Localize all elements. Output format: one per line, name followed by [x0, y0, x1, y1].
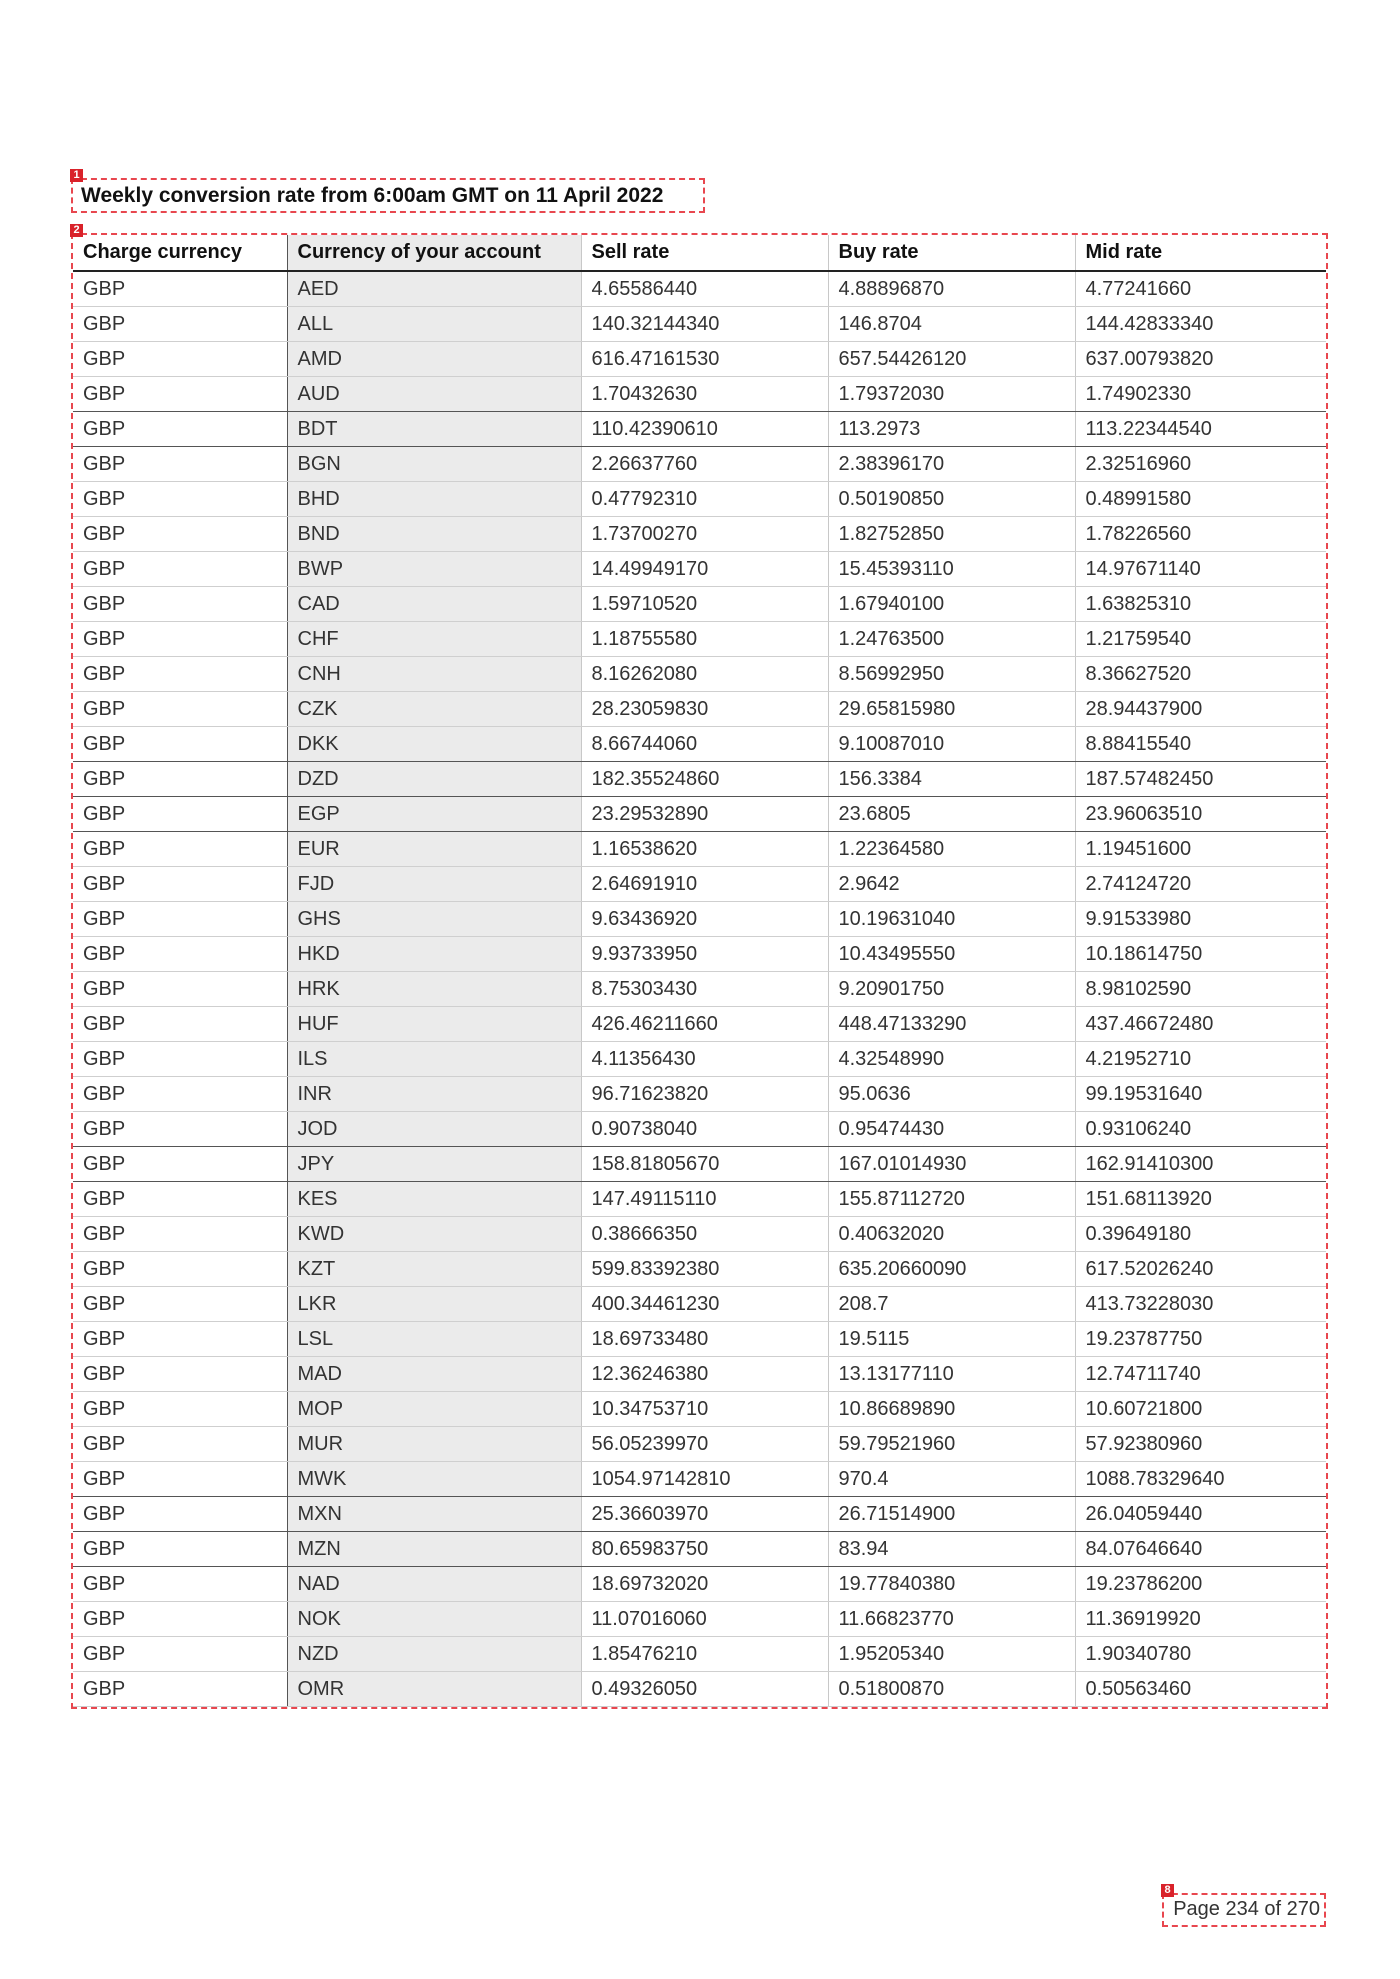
sell-rate-cell: 147.49115110 — [581, 1182, 828, 1217]
buy-rate-cell: 26.71514900 — [828, 1497, 1075, 1532]
buy-rate-cell: 156.3384 — [828, 762, 1075, 797]
sell-rate-cell: 1.73700270 — [581, 517, 828, 552]
mid-rate-cell: 1.74902330 — [1075, 377, 1326, 412]
mid-rate-cell: 144.42833340 — [1075, 307, 1326, 342]
mid-rate-cell: 9.91533980 — [1075, 902, 1326, 937]
sell-rate-cell: 14.49949170 — [581, 552, 828, 587]
buy-rate-cell: 10.86689890 — [828, 1392, 1075, 1427]
rates-table-region — [73, 224, 1326, 1707]
account-currency-cell: HRK — [287, 972, 581, 1007]
account-currency-cell: JPY — [287, 1147, 581, 1182]
buy-rate-cell: 4.88896870 — [828, 271, 1075, 307]
charge-currency-cell: GBP — [73, 622, 287, 657]
charge-currency-cell: GBP — [73, 271, 287, 307]
buy-rate-cell: 10.43495550 — [828, 937, 1075, 972]
sell-rate-cell: 0.90738040 — [581, 1112, 828, 1147]
mid-rate-cell: 12.74711740 — [1075, 1357, 1326, 1392]
account-currency-cell: NOK — [287, 1602, 581, 1637]
mid-rate-cell: 2.32516960 — [1075, 447, 1326, 482]
charge-currency-cell: GBP — [73, 1182, 287, 1217]
buy-rate-cell: 1.67940100 — [828, 587, 1075, 622]
charge-currency-cell: GBP — [73, 972, 287, 1007]
sell-rate-cell: 9.93733950 — [581, 937, 828, 972]
header-sell-rate: Sell rate — [581, 235, 828, 271]
account-currency-cell: KWD — [287, 1217, 581, 1252]
mid-rate-cell: 10.18614750 — [1075, 937, 1326, 972]
buy-rate-cell: 19.5115 — [828, 1322, 1075, 1357]
buy-rate-cell: 2.9642 — [828, 867, 1075, 902]
account-currency-cell: KZT — [287, 1252, 581, 1287]
account-currency-cell: INR — [287, 1077, 581, 1112]
sell-rate-cell: 28.23059830 — [581, 692, 828, 727]
account-currency-cell: MWK — [287, 1462, 581, 1497]
charge-currency-cell: GBP — [73, 1567, 287, 1602]
page-number-region — [1164, 1884, 1324, 1925]
charge-currency-cell: GBP — [73, 1147, 287, 1182]
table-row — [73, 271, 1326, 307]
header-mid-rate: Mid rate — [1075, 235, 1326, 271]
charge-currency-cell: GBP — [73, 1427, 287, 1462]
mid-rate-cell: 617.52026240 — [1075, 1252, 1326, 1287]
region-badge: 1 — [70, 169, 83, 182]
buy-rate-cell: 448.47133290 — [828, 1007, 1075, 1042]
buy-rate-cell: 15.45393110 — [828, 552, 1075, 587]
account-currency-cell: MOP — [287, 1392, 581, 1427]
buy-rate-cell: 19.77840380 — [828, 1567, 1075, 1602]
mid-rate-cell: 1.63825310 — [1075, 587, 1326, 622]
table-row — [73, 657, 1326, 692]
account-currency-cell: MAD — [287, 1357, 581, 1392]
buy-rate-cell: 11.66823770 — [828, 1602, 1075, 1637]
account-currency-cell: CZK — [287, 692, 581, 727]
table-row — [73, 552, 1326, 587]
table-row — [73, 622, 1326, 657]
account-currency-cell: LKR — [287, 1287, 581, 1322]
mid-rate-cell: 4.21952710 — [1075, 1042, 1326, 1077]
table-row — [73, 1077, 1326, 1112]
sell-rate-cell: 8.75303430 — [581, 972, 828, 1007]
charge-currency-cell: GBP — [73, 307, 287, 342]
buy-rate-cell: 1.82752850 — [828, 517, 1075, 552]
mid-rate-cell: 10.60721800 — [1075, 1392, 1326, 1427]
table-row — [73, 902, 1326, 937]
account-currency-cell: MUR — [287, 1427, 581, 1462]
account-currency-cell: GHS — [287, 902, 581, 937]
table-header-row — [73, 235, 1326, 271]
account-currency-cell: AED — [287, 271, 581, 307]
account-currency-cell: DZD — [287, 762, 581, 797]
buy-rate-cell: 83.94 — [828, 1532, 1075, 1567]
sell-rate-cell: 4.65586440 — [581, 271, 828, 307]
sell-rate-cell: 616.47161530 — [581, 342, 828, 377]
charge-currency-cell: GBP — [73, 587, 287, 622]
sell-rate-cell: 18.69732020 — [581, 1567, 828, 1602]
table-row — [73, 1602, 1326, 1637]
mid-rate-cell: 57.92380960 — [1075, 1427, 1326, 1462]
mid-rate-cell: 8.36627520 — [1075, 657, 1326, 692]
buy-rate-cell: 29.65815980 — [828, 692, 1075, 727]
buy-rate-cell: 0.95474430 — [828, 1112, 1075, 1147]
charge-currency-cell: GBP — [73, 1357, 287, 1392]
sell-rate-cell: 25.36603970 — [581, 1497, 828, 1532]
mid-rate-cell: 1.21759540 — [1075, 622, 1326, 657]
buy-rate-cell: 23.6805 — [828, 797, 1075, 832]
account-currency-cell: AMD — [287, 342, 581, 377]
region-badge: 2 — [70, 224, 83, 237]
charge-currency-cell: GBP — [73, 377, 287, 412]
mid-rate-cell: 23.96063510 — [1075, 797, 1326, 832]
table-row — [73, 1357, 1326, 1392]
sell-rate-cell: 8.16262080 — [581, 657, 828, 692]
sell-rate-cell: 8.66744060 — [581, 727, 828, 762]
charge-currency-cell: GBP — [73, 1602, 287, 1637]
buy-rate-cell: 59.79521960 — [828, 1427, 1075, 1462]
account-currency-cell: MXN — [287, 1497, 581, 1532]
mid-rate-cell: 1.78226560 — [1075, 517, 1326, 552]
charge-currency-cell: GBP — [73, 447, 287, 482]
buy-rate-cell: 1.95205340 — [828, 1637, 1075, 1672]
sell-rate-cell: 400.34461230 — [581, 1287, 828, 1322]
table-row — [73, 482, 1326, 517]
mid-rate-cell: 637.00793820 — [1075, 342, 1326, 377]
charge-currency-cell: GBP — [73, 412, 287, 447]
charge-currency-cell: GBP — [73, 867, 287, 902]
table-row — [73, 307, 1326, 342]
sell-rate-cell: 56.05239970 — [581, 1427, 828, 1462]
buy-rate-cell: 635.20660090 — [828, 1252, 1075, 1287]
buy-rate-cell: 0.51800870 — [828, 1672, 1075, 1707]
charge-currency-cell: GBP — [73, 1672, 287, 1707]
header-account-currency: Currency of your account — [287, 235, 581, 271]
mid-rate-cell: 28.94437900 — [1075, 692, 1326, 727]
account-currency-cell: NZD — [287, 1637, 581, 1672]
account-currency-cell: CNH — [287, 657, 581, 692]
mid-rate-cell: 187.57482450 — [1075, 762, 1326, 797]
table-row — [73, 1287, 1326, 1322]
document-title: Weekly conversion rate from 6:00am GMT on 11 April 2022 — [81, 184, 664, 207]
account-currency-cell: HKD — [287, 937, 581, 972]
sell-rate-cell: 0.47792310 — [581, 482, 828, 517]
sell-rate-cell: 599.83392380 — [581, 1252, 828, 1287]
account-currency-cell: KES — [287, 1182, 581, 1217]
mid-rate-cell: 413.73228030 — [1075, 1287, 1326, 1322]
buy-rate-cell: 1.79372030 — [828, 377, 1075, 412]
mid-rate-cell: 0.48991580 — [1075, 482, 1326, 517]
title-region — [73, 169, 703, 211]
sell-rate-cell: 96.71623820 — [581, 1077, 828, 1112]
table-row — [73, 1532, 1326, 1567]
sell-rate-cell: 140.32144340 — [581, 307, 828, 342]
mid-rate-cell: 8.88415540 — [1075, 727, 1326, 762]
mid-rate-cell: 8.98102590 — [1075, 972, 1326, 1007]
charge-currency-cell: GBP — [73, 482, 287, 517]
table-row — [73, 1182, 1326, 1217]
buy-rate-cell: 10.19631040 — [828, 902, 1075, 937]
sell-rate-cell: 18.69733480 — [581, 1322, 828, 1357]
buy-rate-cell: 8.56992950 — [828, 657, 1075, 692]
sell-rate-cell: 158.81805670 — [581, 1147, 828, 1182]
sell-rate-cell: 80.65983750 — [581, 1532, 828, 1567]
mid-rate-cell: 19.23786200 — [1075, 1567, 1326, 1602]
account-currency-cell: NAD — [287, 1567, 581, 1602]
buy-rate-cell: 9.10087010 — [828, 727, 1075, 762]
sell-rate-cell: 1.85476210 — [581, 1637, 828, 1672]
account-currency-cell: ILS — [287, 1042, 581, 1077]
table-row — [73, 1112, 1326, 1147]
mid-rate-cell: 19.23787750 — [1075, 1322, 1326, 1357]
charge-currency-cell: GBP — [73, 727, 287, 762]
table-row — [73, 1392, 1326, 1427]
mid-rate-cell: 84.07646640 — [1075, 1532, 1326, 1567]
buy-rate-cell: 155.87112720 — [828, 1182, 1075, 1217]
sell-rate-cell: 1054.97142810 — [581, 1462, 828, 1497]
mid-rate-cell: 26.04059440 — [1075, 1497, 1326, 1532]
account-currency-cell: BWP — [287, 552, 581, 587]
charge-currency-cell: GBP — [73, 1112, 287, 1147]
buy-rate-cell: 657.54426120 — [828, 342, 1075, 377]
table-row — [73, 447, 1326, 482]
table-row — [73, 797, 1326, 832]
account-currency-cell: MZN — [287, 1532, 581, 1567]
account-currency-cell: CHF — [287, 622, 581, 657]
charge-currency-cell: GBP — [73, 1007, 287, 1042]
table-row — [73, 692, 1326, 727]
account-currency-cell: LSL — [287, 1322, 581, 1357]
mid-rate-cell: 162.91410300 — [1075, 1147, 1326, 1182]
charge-currency-cell: GBP — [73, 1077, 287, 1112]
charge-currency-cell: GBP — [73, 1217, 287, 1252]
buy-rate-cell: 95.0636 — [828, 1077, 1075, 1112]
mid-rate-cell: 0.50563460 — [1075, 1672, 1326, 1707]
charge-currency-cell: GBP — [73, 1322, 287, 1357]
mid-rate-cell: 0.93106240 — [1075, 1112, 1326, 1147]
buy-rate-cell: 146.8704 — [828, 307, 1075, 342]
sell-rate-cell: 12.36246380 — [581, 1357, 828, 1392]
table-row — [73, 1322, 1326, 1357]
table-row — [73, 412, 1326, 447]
account-currency-cell: HUF — [287, 1007, 581, 1042]
table-row — [73, 1217, 1326, 1252]
account-currency-cell: OMR — [287, 1672, 581, 1707]
sell-rate-cell: 9.63436920 — [581, 902, 828, 937]
account-currency-cell: BGN — [287, 447, 581, 482]
charge-currency-cell: GBP — [73, 692, 287, 727]
charge-currency-cell: GBP — [73, 902, 287, 937]
charge-currency-cell: GBP — [73, 1042, 287, 1077]
table-row — [73, 762, 1326, 797]
charge-currency-cell: GBP — [73, 937, 287, 972]
account-currency-cell: EUR — [287, 832, 581, 867]
sell-rate-cell: 1.16538620 — [581, 832, 828, 867]
region-badge: 8 — [1161, 1884, 1174, 1897]
sell-rate-cell: 23.29532890 — [581, 797, 828, 832]
buy-rate-cell: 4.32548990 — [828, 1042, 1075, 1077]
charge-currency-cell: GBP — [73, 517, 287, 552]
sell-rate-cell: 4.11356430 — [581, 1042, 828, 1077]
buy-rate-cell: 1.22364580 — [828, 832, 1075, 867]
table-row — [73, 972, 1326, 1007]
table-row — [73, 1042, 1326, 1077]
table-row — [73, 867, 1326, 902]
account-currency-cell: CAD — [287, 587, 581, 622]
charge-currency-cell: GBP — [73, 552, 287, 587]
mid-rate-cell: 1088.78329640 — [1075, 1462, 1326, 1497]
account-currency-cell: DKK — [287, 727, 581, 762]
charge-currency-cell: GBP — [73, 762, 287, 797]
sell-rate-cell: 1.18755580 — [581, 622, 828, 657]
header-buy-rate: Buy rate — [828, 235, 1075, 271]
charge-currency-cell: GBP — [73, 1532, 287, 1567]
table-row — [73, 937, 1326, 972]
charge-currency-cell: GBP — [73, 1462, 287, 1497]
table-row — [73, 1567, 1326, 1602]
page-number: Page 234 of 270 — [1173, 1898, 1320, 1920]
buy-rate-cell: 0.40632020 — [828, 1217, 1075, 1252]
account-currency-cell: BND — [287, 517, 581, 552]
sell-rate-cell: 110.42390610 — [581, 412, 828, 447]
conversion-rates-table — [73, 235, 1326, 1707]
sell-rate-cell: 10.34753710 — [581, 1392, 828, 1427]
sell-rate-cell: 2.26637760 — [581, 447, 828, 482]
mid-rate-cell: 437.46672480 — [1075, 1007, 1326, 1042]
sell-rate-cell: 0.38666350 — [581, 1217, 828, 1252]
sell-rate-cell: 2.64691910 — [581, 867, 828, 902]
charge-currency-cell: GBP — [73, 342, 287, 377]
charge-currency-cell: GBP — [73, 1252, 287, 1287]
buy-rate-cell: 13.13177110 — [828, 1357, 1075, 1392]
header-charge-currency: Charge currency — [73, 235, 287, 271]
account-currency-cell: AUD — [287, 377, 581, 412]
mid-rate-cell: 14.97671140 — [1075, 552, 1326, 587]
charge-currency-cell: GBP — [73, 657, 287, 692]
table-row — [73, 1147, 1326, 1182]
table-row — [73, 1637, 1326, 1672]
buy-rate-cell: 2.38396170 — [828, 447, 1075, 482]
account-currency-cell: ALL — [287, 307, 581, 342]
buy-rate-cell: 1.24763500 — [828, 622, 1075, 657]
buy-rate-cell: 970.4 — [828, 1462, 1075, 1497]
charge-currency-cell: GBP — [73, 1497, 287, 1532]
sell-rate-cell: 11.07016060 — [581, 1602, 828, 1637]
charge-currency-cell: GBP — [73, 797, 287, 832]
account-currency-cell: JOD — [287, 1112, 581, 1147]
charge-currency-cell: GBP — [73, 1287, 287, 1322]
table-row — [73, 1672, 1326, 1707]
mid-rate-cell: 1.90340780 — [1075, 1637, 1326, 1672]
table-row — [73, 1462, 1326, 1497]
table-row — [73, 1252, 1326, 1287]
charge-currency-cell: GBP — [73, 1637, 287, 1672]
account-currency-cell: BHD — [287, 482, 581, 517]
mid-rate-cell: 1.19451600 — [1075, 832, 1326, 867]
table-body — [73, 271, 1326, 1707]
sell-rate-cell: 1.70432630 — [581, 377, 828, 412]
table-row — [73, 832, 1326, 867]
account-currency-cell: EGP — [287, 797, 581, 832]
mid-rate-cell: 2.74124720 — [1075, 867, 1326, 902]
table-row — [73, 377, 1326, 412]
mid-rate-cell: 151.68113920 — [1075, 1182, 1326, 1217]
sell-rate-cell: 1.59710520 — [581, 587, 828, 622]
account-currency-cell: BDT — [287, 412, 581, 447]
charge-currency-cell: GBP — [73, 832, 287, 867]
charge-currency-cell: GBP — [73, 1392, 287, 1427]
mid-rate-cell: 113.22344540 — [1075, 412, 1326, 447]
sell-rate-cell: 426.46211660 — [581, 1007, 828, 1042]
table-row — [73, 517, 1326, 552]
table-row — [73, 587, 1326, 622]
buy-rate-cell: 0.50190850 — [828, 482, 1075, 517]
account-currency-cell: FJD — [287, 867, 581, 902]
buy-rate-cell: 208.7 — [828, 1287, 1075, 1322]
table-row — [73, 1497, 1326, 1532]
table-row — [73, 727, 1326, 762]
buy-rate-cell: 113.2973 — [828, 412, 1075, 447]
mid-rate-cell: 99.19531640 — [1075, 1077, 1326, 1112]
sell-rate-cell: 182.35524860 — [581, 762, 828, 797]
buy-rate-cell: 9.20901750 — [828, 972, 1075, 1007]
buy-rate-cell: 167.01014930 — [828, 1147, 1075, 1182]
table-row — [73, 1427, 1326, 1462]
table-row — [73, 1007, 1326, 1042]
sell-rate-cell: 0.49326050 — [581, 1672, 828, 1707]
mid-rate-cell: 4.77241660 — [1075, 271, 1326, 307]
table-row — [73, 342, 1326, 377]
mid-rate-cell: 11.36919920 — [1075, 1602, 1326, 1637]
mid-rate-cell: 0.39649180 — [1075, 1217, 1326, 1252]
